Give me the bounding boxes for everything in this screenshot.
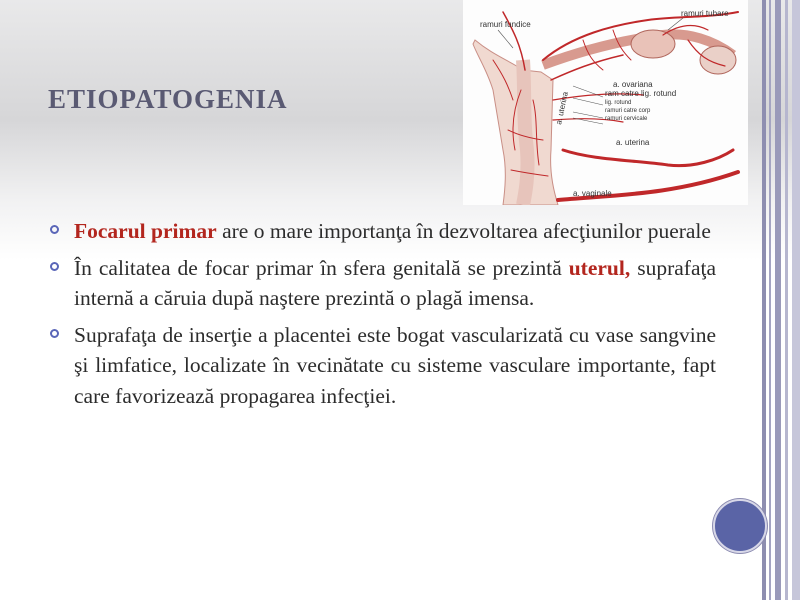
bullet-ring-icon	[50, 262, 59, 271]
figure-label: a. uterina	[616, 138, 650, 147]
list-item	[46, 320, 716, 412]
uterus-vasculature-figure	[463, 0, 748, 205]
decorative-circle	[713, 499, 767, 553]
bullet-text: În calitatea de focar primar în sfera genitală se prezintă	[74, 255, 562, 280]
list-item	[46, 216, 716, 247]
decorative-rail	[762, 0, 766, 600]
figure-label: lig. rotund	[605, 100, 632, 106]
highlight-term: uterul,	[568, 255, 631, 280]
decorative-rail	[785, 0, 788, 600]
figure-label: a. ovariana	[613, 80, 653, 89]
bullet-ring-icon	[50, 225, 59, 234]
bullet-text: suprafaţa internă a căruia după naştere prezintă o plagă imensa.	[74, 255, 717, 311]
figure-label: ramuri fundice	[480, 20, 531, 29]
figure-label: ramuri tubare	[681, 9, 729, 18]
decorative-rail	[769, 0, 771, 600]
bullet-list	[46, 216, 716, 417]
figure-label: a. uterina	[554, 90, 570, 126]
figure-label: ramuri catre corp	[605, 108, 651, 114]
bullet-text: are o mare importanţa în dezvoltarea afecţiunilor puerale	[222, 219, 711, 243]
slide-title: ETIOPATOGENIA	[48, 84, 288, 114]
highlight-term: Focarul primar	[74, 219, 217, 243]
uterus-vasculature-illustration-icon	[463, 0, 748, 205]
bullet-text: Suprafaţa de inserţie a placentei este bogat vascularizată cu vase sangvine şi limfatice, localizate în vecinătate cu sisteme vasculare importante, fapt care favorizează propagarea infecţiei.	[74, 322, 716, 408]
decorative-rail	[792, 0, 800, 600]
list-item	[46, 253, 716, 314]
figure-label: ram catre lig. rotund	[605, 89, 677, 98]
figure-label: ramuri cervicale	[605, 116, 648, 122]
decorative-rail	[775, 0, 781, 600]
bullet-ring-icon	[50, 329, 59, 338]
figure-label: a. vaginale	[573, 189, 612, 198]
